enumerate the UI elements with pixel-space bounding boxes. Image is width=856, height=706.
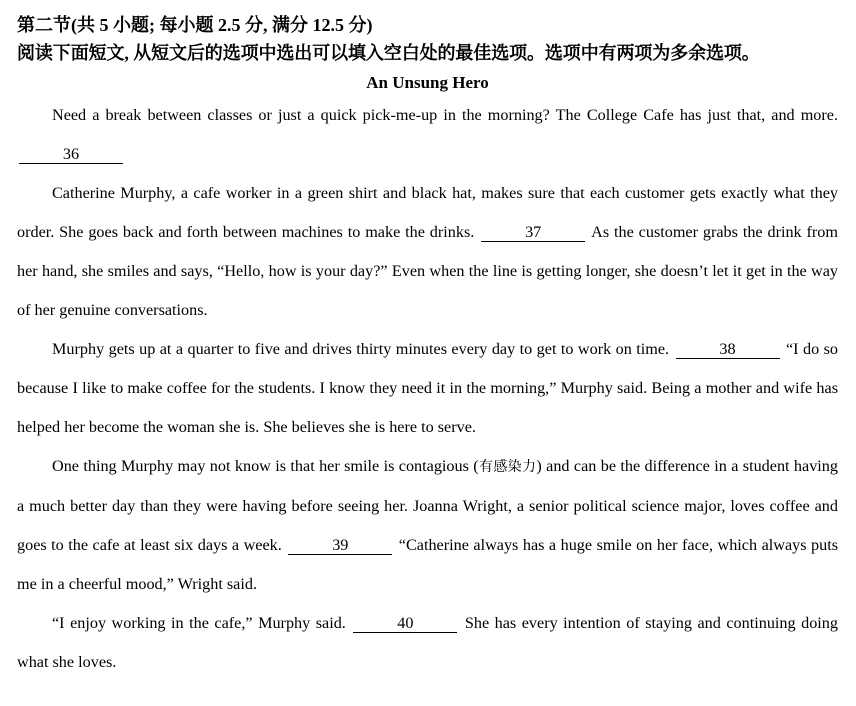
paragraph-5 — [17, 604, 838, 682]
paragraph-1-text: Need a break between classes or just a quick pick-me-up in the morning? The College Cafe has just that, and more. — [52, 106, 838, 124]
paragraph-4-text-b: ) and can be the difference in a student having a much better day than they were having before seeing her. Joanna Wright, a senior political science major, loves coffee and goes to the cafe at least six days a week. — [17, 457, 838, 554]
paragraph-5-text-b: She has every intention of staying and continuing doing what she loves. — [17, 614, 838, 671]
blank-36: 36 — [19, 145, 123, 164]
paragraph-4 — [17, 447, 838, 604]
paragraph-5-text-a: “I enjoy working in the cafe,” Murphy said. — [52, 614, 352, 632]
paragraph-4-text-a: One thing Murphy may not know is that her smile is contagious ( — [52, 457, 479, 475]
instruction-text: 阅读下面短文, 从短文后的选项中选出可以填入空白处的最佳选项。选项中有两项为多余选项。 — [17, 43, 760, 63]
blank-39: 39 — [288, 536, 392, 555]
section-title: 第二节(共 5 小题; 每小题 2.5 分, 满分 12.5 分) — [17, 15, 373, 35]
blank-37: 37 — [481, 223, 585, 242]
paragraph-3 — [17, 330, 838, 447]
paragraph-3-text-b: “I do so because I like to make coffee for the students. I know they need it in the morning,” Murphy said. Being a mother and wife has helped her become the woman she is. She believes she is here to serve. — [17, 340, 838, 436]
chinese-gloss: 有感染力 — [478, 459, 537, 475]
paragraph-2-text-b: As the customer grabs the drink from her hand, she smiles and says, “Hello, how is your day?” Even when the line is getting longer, she doesn’t let it get in the way of her genuine conversations. — [17, 223, 838, 319]
blank-40: 40 — [353, 614, 457, 633]
blank-38: 38 — [676, 340, 780, 359]
paragraph-3-text-a: Murphy gets up at a quarter to five and drives thirty minutes every day to get to work on time. — [52, 340, 674, 358]
paragraph-1 — [17, 96, 838, 174]
paragraph-2 — [17, 174, 838, 330]
paragraph-4-text-c: “Catherine always has a huge smile on her face, which always puts me in a cheerful mood,” Wright said. — [17, 536, 839, 593]
passage-title: An Unsung Hero — [366, 73, 489, 92]
paragraph-2-text-a: Catherine Murphy, a cafe worker in a green shirt and black hat, makes sure that each customer gets exactly what they order. She goes back and forth between machines to make the drinks. — [17, 184, 838, 241]
